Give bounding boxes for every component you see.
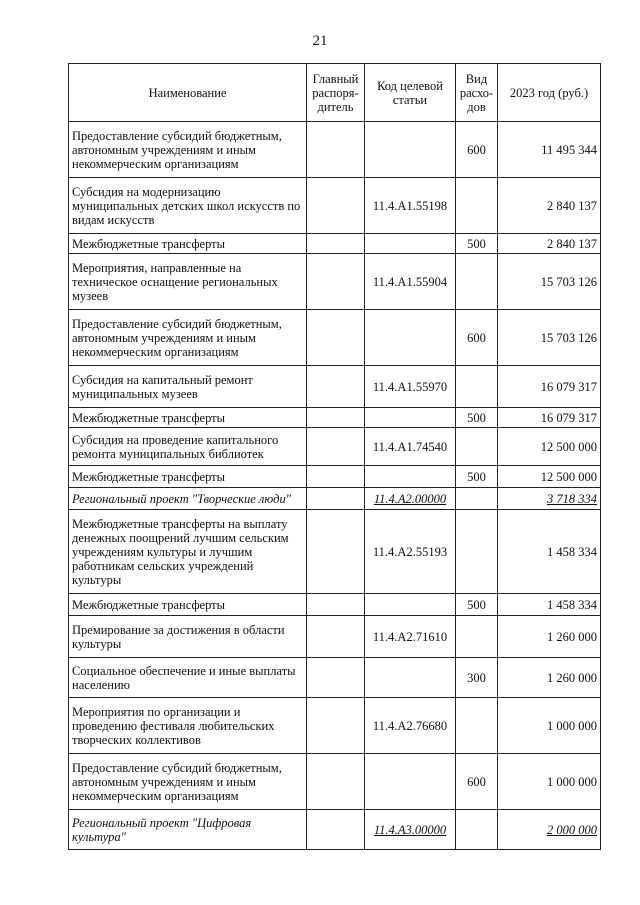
cell-manager bbox=[307, 234, 365, 254]
table-row bbox=[69, 616, 601, 658]
cell-name: Субсидия на модернизацию муниципальных детских школ искусств по видам искусств bbox=[69, 178, 307, 234]
table-row bbox=[69, 254, 601, 310]
cell-code: 11.4.А1.55970 bbox=[365, 366, 456, 408]
cell-code: 11.4.А1.55198 bbox=[365, 178, 456, 234]
cell-manager bbox=[307, 178, 365, 234]
table-header-row bbox=[69, 64, 601, 122]
cell-amount: 15 703 126 bbox=[498, 254, 601, 310]
cell-amount: 1 000 000 bbox=[498, 754, 601, 810]
cell-code bbox=[365, 594, 456, 616]
cell-manager bbox=[307, 616, 365, 658]
budget-table bbox=[68, 63, 601, 850]
cell-code bbox=[365, 754, 456, 810]
cell-amount: 2 840 137 bbox=[498, 234, 601, 254]
cell-amount: 1 260 000 bbox=[498, 658, 601, 698]
cell-type: 600 bbox=[456, 310, 498, 366]
cell-code bbox=[365, 466, 456, 488]
cell-name: Премирование за достижения в области культуры bbox=[69, 616, 307, 658]
cell-name: Мероприятия по организации и проведению фестиваля любительских творческих коллективов bbox=[69, 698, 307, 754]
cell-amount: 3 718 334 bbox=[498, 488, 601, 510]
table-row bbox=[69, 466, 601, 488]
cell-manager bbox=[307, 510, 365, 594]
table-row bbox=[69, 178, 601, 234]
cell-code: 11.4.А1.74540 bbox=[365, 428, 456, 466]
cell-manager bbox=[307, 408, 365, 428]
cell-manager bbox=[307, 428, 365, 466]
cell-code: 11.4.А2.55193 bbox=[365, 510, 456, 594]
cell-amount: 11 495 344 bbox=[498, 122, 601, 178]
cell-name: Межбюджетные трансферты bbox=[69, 408, 307, 428]
cell-name: Предоставление субсидий бюджетным, автономным учреждениям и иным некоммерческим организациям bbox=[69, 122, 307, 178]
cell-type: 500 bbox=[456, 466, 498, 488]
cell-code bbox=[365, 310, 456, 366]
cell-code: 11.4.А2.76680 bbox=[365, 698, 456, 754]
table-row bbox=[69, 594, 601, 616]
cell-manager bbox=[307, 594, 365, 616]
table-row bbox=[69, 408, 601, 428]
cell-name: Предоставление субсидий бюджетным, автономным учреждениям и иным некоммерческим организациям bbox=[69, 754, 307, 810]
cell-amount: 2 000 000 bbox=[498, 810, 601, 850]
cell-code bbox=[365, 408, 456, 428]
cell-amount: 12 500 000 bbox=[498, 466, 601, 488]
cell-code: 11.4.А2.00000 bbox=[365, 488, 456, 510]
cell-type bbox=[456, 810, 498, 850]
table-row bbox=[69, 658, 601, 698]
table-row bbox=[69, 310, 601, 366]
page-number: 21 bbox=[312, 33, 328, 49]
table-row bbox=[69, 754, 601, 810]
cell-manager bbox=[307, 810, 365, 850]
cell-type bbox=[456, 698, 498, 754]
table-body bbox=[69, 122, 601, 850]
cell-type: 500 bbox=[456, 594, 498, 616]
cell-amount: 1 458 334 bbox=[498, 510, 601, 594]
cell-name: Социальное обеспечение и иные выплаты населению bbox=[69, 658, 307, 698]
cell-manager bbox=[307, 698, 365, 754]
cell-type: 500 bbox=[456, 408, 498, 428]
cell-code: 11.4.А3.00000 bbox=[365, 810, 456, 850]
cell-amount: 1 458 334 bbox=[498, 594, 601, 616]
table-row bbox=[69, 510, 601, 594]
cell-manager bbox=[307, 658, 365, 698]
cell-type bbox=[456, 510, 498, 594]
cell-name: Субсидия на капитальный ремонт муниципальных музеев bbox=[69, 366, 307, 408]
cell-name: Региональный проект "Творческие люди" bbox=[69, 488, 307, 510]
cell-manager bbox=[307, 488, 365, 510]
header-manager: Главный распоря-дитель bbox=[307, 64, 365, 122]
header-type: Вид расхо-дов bbox=[456, 64, 498, 122]
cell-name: Субсидия на проведение капитального ремонта муниципальных библиотек bbox=[69, 428, 307, 466]
cell-name: Межбюджетные трансферты bbox=[69, 594, 307, 616]
cell-type bbox=[456, 488, 498, 510]
header-code: Код целевой статьи bbox=[365, 64, 456, 122]
cell-type: 500 bbox=[456, 234, 498, 254]
table-row bbox=[69, 810, 601, 850]
cell-name: Межбюджетные трансферты на выплату денежных поощрений лучшим сельским учреждениям культуры и лучшим работникам сельских учреждений культуры bbox=[69, 510, 307, 594]
cell-code bbox=[365, 122, 456, 178]
cell-type bbox=[456, 616, 498, 658]
cell-amount: 2 840 137 bbox=[498, 178, 601, 234]
cell-amount: 1 260 000 bbox=[498, 616, 601, 658]
cell-type bbox=[456, 254, 498, 310]
cell-manager bbox=[307, 366, 365, 408]
cell-name: Межбюджетные трансферты bbox=[69, 234, 307, 254]
cell-type bbox=[456, 366, 498, 408]
cell-code bbox=[365, 234, 456, 254]
cell-code bbox=[365, 658, 456, 698]
cell-manager bbox=[307, 310, 365, 366]
cell-manager bbox=[307, 254, 365, 310]
cell-amount: 15 703 126 bbox=[498, 310, 601, 366]
cell-amount: 16 079 317 bbox=[498, 366, 601, 408]
cell-manager bbox=[307, 122, 365, 178]
table-row bbox=[69, 234, 601, 254]
cell-manager bbox=[307, 754, 365, 810]
cell-code: 11.4.А1.55904 bbox=[365, 254, 456, 310]
cell-name: Мероприятия, направленные на техническое оснащение региональных музеев bbox=[69, 254, 307, 310]
cell-type bbox=[456, 428, 498, 466]
cell-type: 600 bbox=[456, 754, 498, 810]
cell-type: 600 bbox=[456, 122, 498, 178]
cell-amount: 1 000 000 bbox=[498, 698, 601, 754]
table-row bbox=[69, 122, 601, 178]
table-row bbox=[69, 366, 601, 408]
cell-name: Межбюджетные трансферты bbox=[69, 466, 307, 488]
table-row bbox=[69, 428, 601, 466]
table-row bbox=[69, 698, 601, 754]
cell-name: Предоставление субсидий бюджетным, автономным учреждениям и иным некоммерческим организациям bbox=[69, 310, 307, 366]
cell-amount: 12 500 000 bbox=[498, 428, 601, 466]
cell-name: Региональный проект "Цифровая культура" bbox=[69, 810, 307, 850]
header-name: Наименование bbox=[69, 64, 307, 122]
cell-type: 300 bbox=[456, 658, 498, 698]
cell-code: 11.4.А2.71610 bbox=[365, 616, 456, 658]
cell-type bbox=[456, 178, 498, 234]
cell-amount: 16 079 317 bbox=[498, 408, 601, 428]
table-row bbox=[69, 488, 601, 510]
header-amount: 2023 год (руб.) bbox=[498, 64, 601, 122]
cell-manager bbox=[307, 466, 365, 488]
